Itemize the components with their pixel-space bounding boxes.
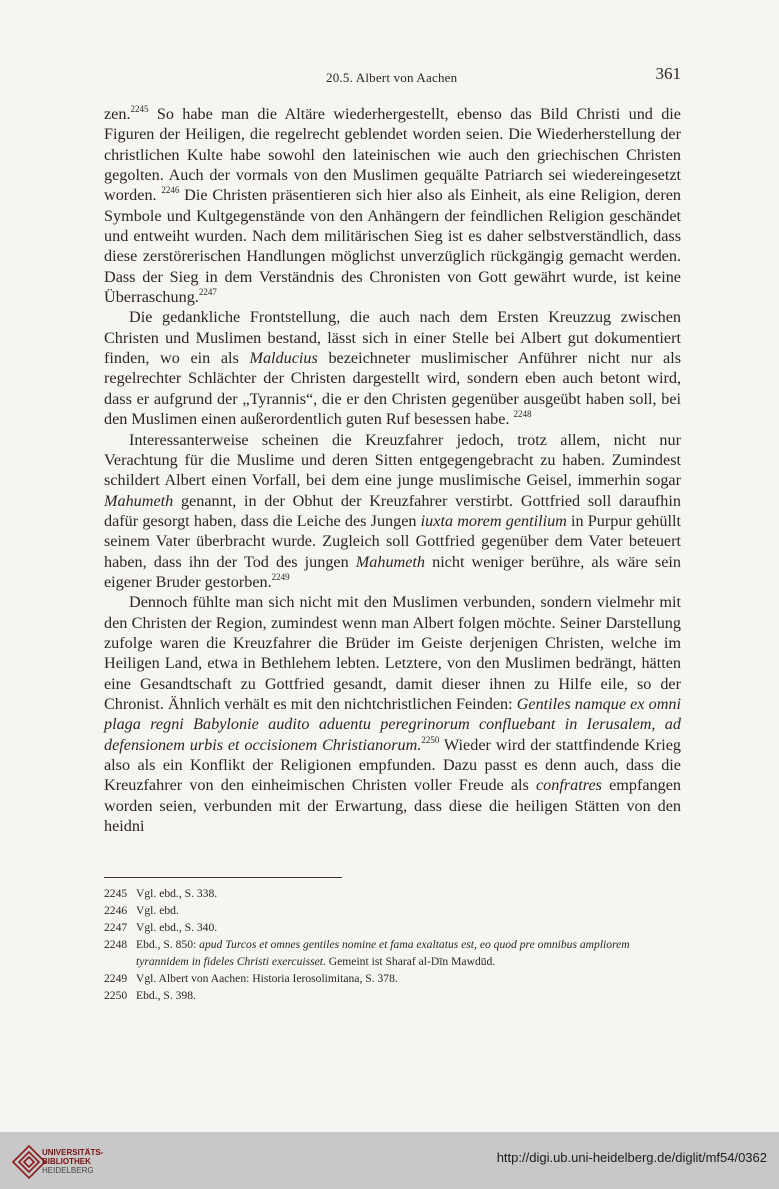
- footnote-number: 2245: [104, 887, 128, 900]
- text-run: Vgl. ebd., S. 340.: [136, 921, 218, 934]
- library-name: UNIVERSITÄTS- BIBLIOTHEK HEIDELBERG: [42, 1148, 104, 1175]
- page-number: 361: [655, 64, 681, 83]
- viewer-footer-bar: [0, 1132, 779, 1189]
- latin-term: iuxta morem gentilium: [420, 511, 567, 530]
- footnote: [104, 970, 681, 987]
- text-run: Die gedankliche Frontstellung, die auch nach dem Ersten Kreuzzug zwischen Christen und Muslimen bestand, lässt sich in einer Stelle bei Albert gut dokumentiert finden, wo ein als: [104, 308, 681, 368]
- footnote-text: [136, 902, 681, 919]
- text-run: Wieder wird der stattfindende Krieg also als ein Konflikt der Religionen empfunden. Dazu passt es denn auch, dass die Kreuzfahrer von den einheimischen Christen voller Freude als: [104, 735, 682, 795]
- text-run: Ebd., S. 398.: [136, 989, 196, 1002]
- latin-term: apud Turcos et omnes gentiles nomine et fama exaltatus est, eo quod pre omnibus ampliorem tyrannidem in fideles Christi exercuisset.: [136, 938, 630, 968]
- paragraph: [104, 430, 681, 593]
- text-run: Vgl. Albert von Aachen: Historia Ierosolimitana, S. 378.: [136, 972, 398, 985]
- text-run: nicht weniger berühre, als wäre sein eigener Bruder gestorben.: [104, 552, 681, 591]
- footnote-reference: 2248: [513, 409, 532, 420]
- text-run: So habe man die Altäre wiederhergestellt, ebenso das Bild Christi und die Figuren der Heiligen, die regelrecht geblendet worden seien. Die Wiederherstellung der christlichen Kulte habe sowohl den lateinischen wie auch den griechischen Christen gegolten. Auch der vormals von den Muslimen gequälte Patriarch sei wiedereingesetzt worden.: [104, 105, 681, 205]
- footnote-reference: 2246: [161, 185, 180, 196]
- footnote-reference: 2245: [130, 104, 149, 114]
- footnote-reference: 2247: [198, 287, 217, 298]
- footnote: [104, 885, 681, 902]
- text-run: Ebd., S. 850:: [136, 938, 200, 951]
- footnote: [104, 919, 681, 936]
- body-text: [104, 104, 681, 836]
- text-run: in Purpur gehüllt seinem Vater überbracht wurde. Zugleich soll Gottfried gegenüber dem Vater beteuert haben, dass ihn der Tod des jungen: [104, 511, 681, 571]
- text-run: bezeichneter muslimischer Anführer nicht nur als regelrechter Schlächter der Christen dargestellt wird, sondern eben auch betont wird, dass er aufgrund der „Tyrannis“, die er den Christen gegenüber ausgeübt haben soll, bei den Muslimen einen außerordentlich guten Ruf besessen habe.: [104, 349, 681, 429]
- footnote-reference: 2249: [271, 571, 290, 582]
- permalink-url[interactable]: http://digi.ub.uni-heidelberg.de/diglit/mf54/0362: [496, 1150, 767, 1165]
- text-run: zen.: [104, 105, 131, 123]
- footnote-rule: [104, 877, 342, 878]
- running-title: 20.5. Albert von Aachen: [326, 70, 458, 85]
- text-run: genannt, in der Obhut der Kreuzfahrer verstirbt. Gottfried soll daraufhin dafür gesorgt haben, dass die Leiche des Jungen: [104, 491, 681, 530]
- footnote-text: [136, 970, 681, 987]
- text-run: Gemeint ist Sharaf al-Dīn Mawdūd.: [325, 955, 496, 968]
- paragraph: [104, 592, 681, 836]
- footnote-text: [136, 987, 681, 1004]
- text-run: Interessanterweise scheinen die Kreuzfahrer jedoch, trotz allem, nicht nur Verachtung für die Muslime und deren Sitten entgegengebracht zu haben. Zumindest schildert Albert einen Vorfall, bei dem eine junge muslimische Geisel, immerhin sogar: [104, 430, 681, 490]
- latin-term: Mahumeth: [355, 552, 426, 571]
- latin-term: confratres: [536, 776, 602, 795]
- footnote-reference: 2250: [421, 734, 440, 745]
- footnote: [104, 936, 681, 970]
- footnote-number: 2250: [104, 989, 128, 1002]
- footnotes: [104, 885, 681, 1004]
- latin-term: Mahumeth: [104, 491, 174, 510]
- latin-term: Malducius: [249, 349, 318, 368]
- paragraph: [104, 104, 681, 307]
- latin-term: Gentiles namque ex omni plaga regni Babylonie audito aduentu peregrinorum confluebant in Ierusalem, ad defensionem urbis et occisionem Christianorum.: [104, 694, 681, 754]
- footnote: [104, 902, 681, 919]
- paragraph: [104, 307, 681, 429]
- text-run: Vgl. ebd., S. 338.: [136, 887, 218, 900]
- page-header: [104, 64, 681, 88]
- text-run: Vgl. ebd.: [136, 904, 179, 917]
- text-run: Die Christen präsentieren sich hier also als Einheit, als eine Religion, deren Symbole und Kultgegenstände von den Anhängern der feindlichen Religion geschändet und entweiht wurden. Nach dem militärischen Sieg ist es daher selbstverständlich, dass diese zerstörerischen Handlungen möglichst unverzüglich rückgängig gemacht werden. Dass der Sieg in dem Verständnis des Chronisten von Gott gewährt wurde, ist keine Überraschung.: [104, 186, 681, 307]
- footnote-number: 2247: [104, 921, 128, 934]
- footnote-number: 2248: [104, 938, 128, 951]
- text-run: Dennoch fühlte man sich nicht mit den Muslimen verbunden, sondern vielmehr mit den Christen der Region, zumindest wenn man Albert folgen möchte. Seiner Darstellung zufolge waren die Kreuzfahrer die Brüder im Geiste derjenigen Christen, welche im Heiligen Land, etwa in Bethlehem lebten. Letztere, von den Muslimen bedrängt, hätten eine Gesandtschaft zu Gottfried gesandt, damit dieser ihnen zu Hilfe eile, so der Chronist. Ähnlich verhält es mit den nichtchristlichen Feinden:: [104, 593, 681, 713]
- footnote-text: [136, 885, 681, 902]
- footnote-text: [136, 936, 681, 970]
- footnote-number: 2249: [104, 972, 128, 985]
- text-run: empfangen worden seien, verbunden mit der Erwartung, dass diese die heiligen Stätten von den heidni: [104, 776, 682, 836]
- footnote-number: 2246: [104, 904, 128, 917]
- footnote: [104, 987, 681, 1004]
- footnote-text: [136, 919, 681, 936]
